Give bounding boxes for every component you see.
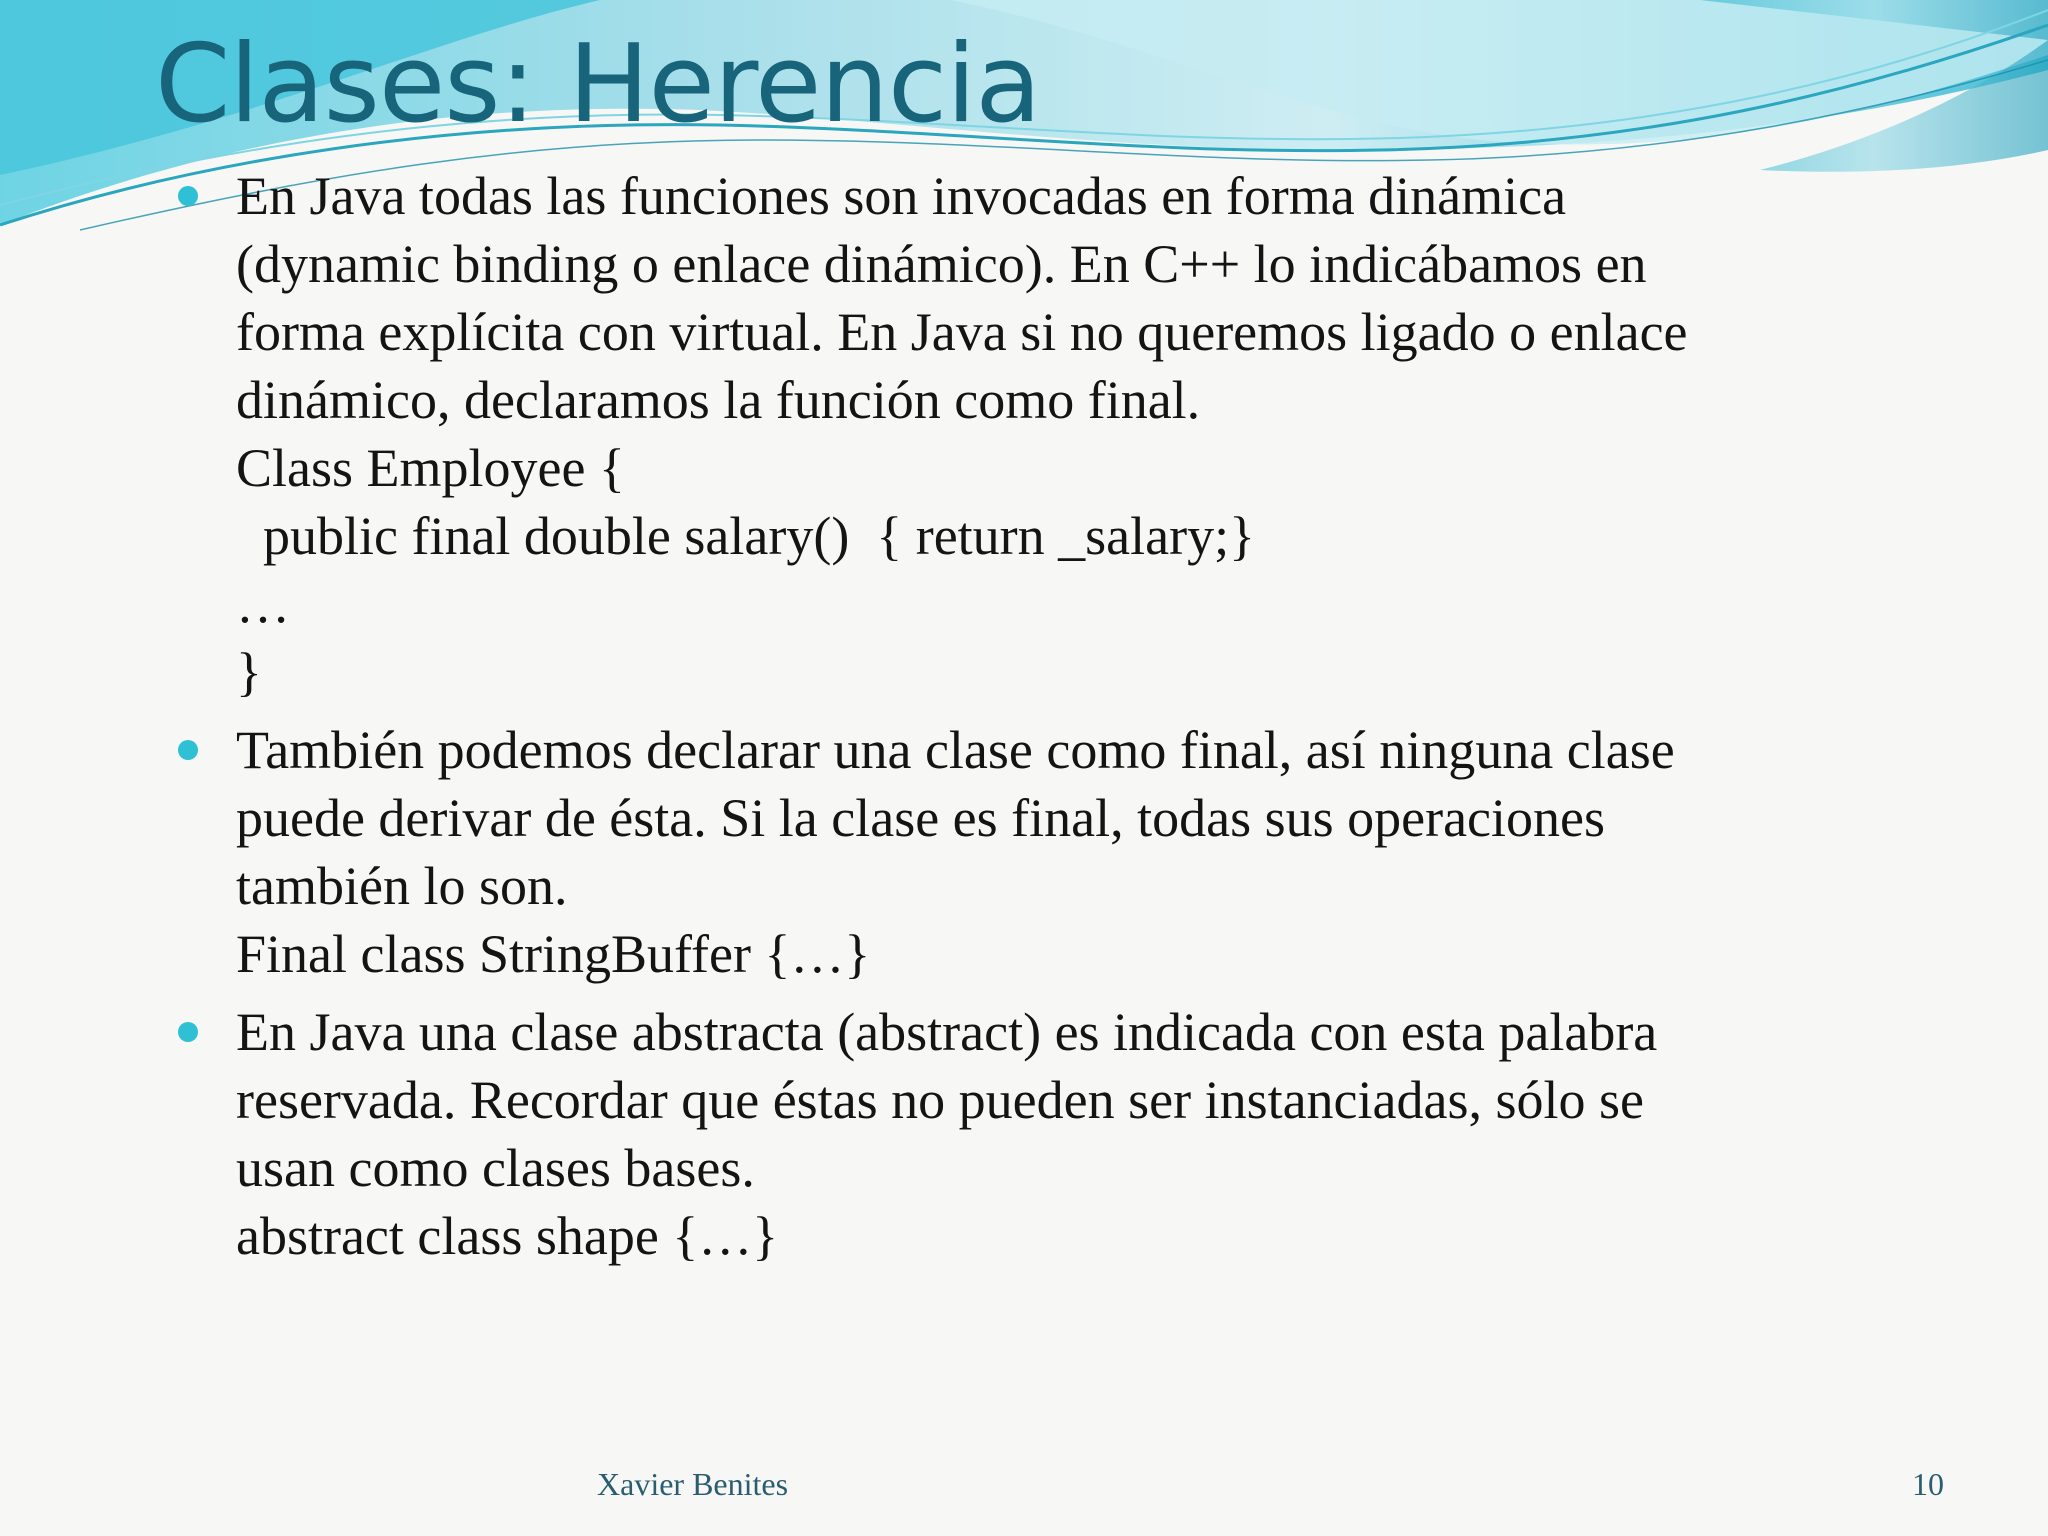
bullet-dot-icon <box>178 186 198 206</box>
bullet-dot-icon <box>178 1022 198 1042</box>
slide-body <box>176 162 1876 1280</box>
slide-title: Clases: Herencia <box>155 22 1041 147</box>
code-line: } <box>236 642 262 702</box>
code-line: Class Employee { <box>236 438 625 498</box>
bullet-final-class <box>176 716 1876 988</box>
bullet-text-line: dinámico, declaramos la función como final. <box>236 370 1201 430</box>
code-line: … <box>236 574 290 634</box>
bullet-text-line: En Java todas las funciones son invocadas en forma dinámica <box>236 166 1567 226</box>
bullet-dynamic-binding <box>176 162 1876 706</box>
code-line: Final class StringBuffer {…} <box>236 924 871 984</box>
code-line: public final double salary() { return _salary;} <box>236 506 1256 566</box>
bullet-text-line: (dynamic binding o enlace dinámico). En C++ lo indicábamos en <box>236 234 1647 294</box>
bullet-abstract-class <box>176 998 1876 1270</box>
bullet-text-line: también lo son. <box>236 856 568 916</box>
code-line: abstract class shape {…} <box>236 1206 779 1266</box>
bullet-dot-icon <box>178 740 198 760</box>
bullet-text-line: reservada. Recordar que éstas no pueden ser instanciadas, sólo se <box>236 1070 1644 1130</box>
bullet-text-line: forma explícita con virtual. En Java si no queremos ligado o enlace <box>236 302 1688 362</box>
bullet-text-line: También podemos declarar una clase como final, así ninguna clase <box>236 720 1675 780</box>
slide-number: 10 <box>1912 1466 1944 1502</box>
footer-author: Xavier Benites <box>597 1466 789 1502</box>
bullet-text-line: usan como clases bases. <box>236 1138 755 1198</box>
bullet-text-line: puede derivar de ésta. Si la clase es final, todas sus operaciones <box>236 788 1606 848</box>
bullet-text-line: En Java una clase abstracta (abstract) es indicada con esta palabra <box>236 1002 1658 1062</box>
